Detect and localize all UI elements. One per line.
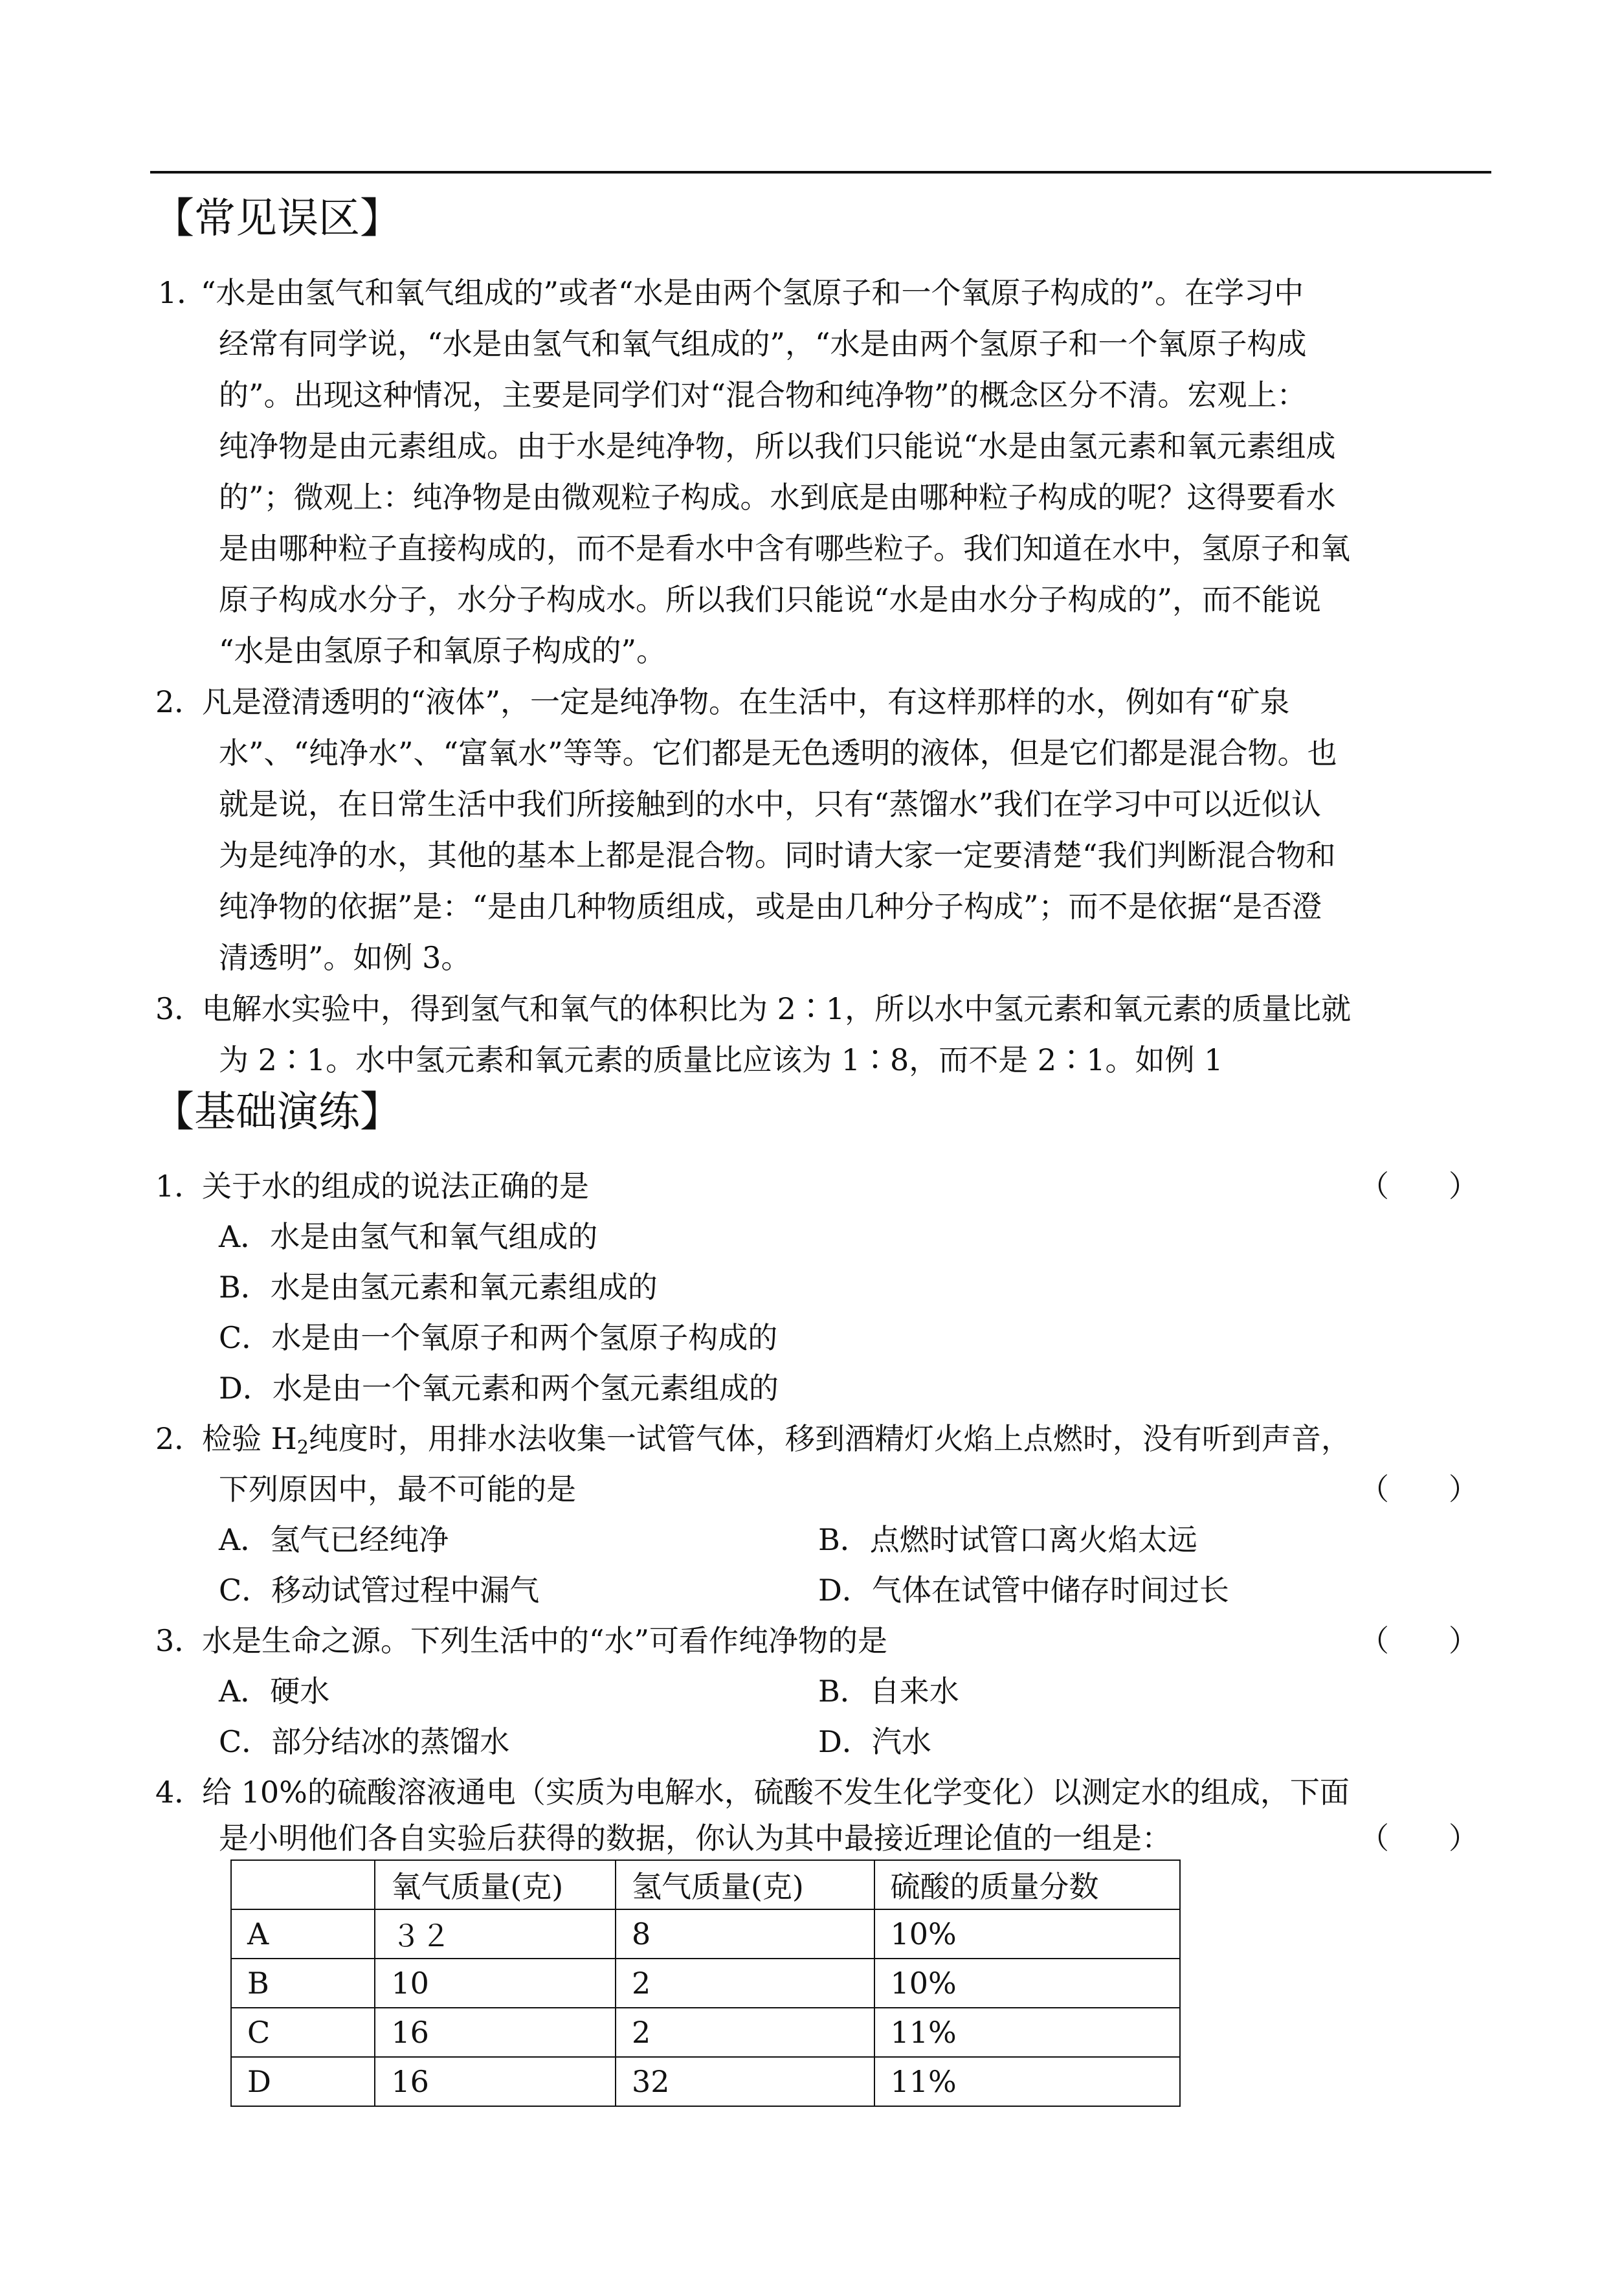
table-cell: 11%: [874, 2008, 1181, 2057]
question-stem: [202, 1421, 1351, 1465]
table-header-row: [231, 1860, 1180, 1909]
section-heading-basic-practice: 【基础演练】: [153, 1088, 401, 1136]
item-line: 清透明”。如例 3。: [219, 940, 471, 975]
table-row: [231, 2008, 1180, 2057]
item-line: 电解水实验中，得到氢气和氧气的体积比为 2∶1，所以水中氢元素和氧元素的质量比就: [202, 991, 1351, 1026]
option-b: B．水是由氢元素和氧元素组成的: [219, 1270, 658, 1305]
question-number: 3．: [155, 1623, 205, 1658]
table-cell: B: [231, 1959, 375, 2008]
item-line: 就是说，在日常生活中我们所接触到的水中，只有“蒸馏水”我们在学习中可以近似认: [219, 787, 1322, 822]
option-b: B．点燃时试管口离火焰太远: [818, 1522, 1197, 1557]
stem-text: 纯度时，用排水法收集一试管气体，移到酒精灯火焰上点燃时，没有听到声音，: [308, 1421, 1351, 1456]
answer-blank: （ ）: [1359, 1472, 1478, 1507]
answer-blank: （ ）: [1359, 1169, 1478, 1204]
stem-text: 检验 H: [202, 1421, 297, 1456]
question-stem-line2: 下列原因中，最不可能的是: [219, 1472, 576, 1507]
question-stem: 关于水的组成的说法正确的是: [202, 1169, 589, 1204]
option-c: C．部分结冰的蒸馏水: [219, 1724, 510, 1759]
table-cell: A: [231, 1909, 375, 1959]
question-number: 2．: [155, 1421, 205, 1456]
item-line: 凡是澄清透明的“液体”，一定是纯净物。在生活中，有这样那样的水，例如有“矿泉: [202, 684, 1290, 719]
table-cell: 2: [616, 2008, 874, 2057]
table-cell: 10: [375, 1959, 616, 2008]
table-cell: 16: [375, 2057, 616, 2106]
item-number: 1．: [158, 275, 207, 310]
item-line: 水”、“纯净水”、“富氧水”等等。它们都是无色透明的液体，但是它们都是混合物。也: [219, 736, 1337, 770]
table-cell: D: [231, 2057, 375, 2106]
question-stem-line2: 是小明他们各自实验后获得的数据，你认为其中最接近理论值的一组是：: [219, 1821, 1172, 1856]
option-c: C．水是由一个氧原子和两个氢原子构成的: [219, 1320, 778, 1355]
table-cell: 11%: [874, 2057, 1181, 2106]
question-stem: 水是生命之源。下列生活中的“水”可看作纯净物的是: [202, 1623, 888, 1658]
item-line: 纯净物的依据”是：“是由几种物质组成，或是由几种分子构成”；而不是依据“是否澄: [219, 889, 1322, 924]
option-d: D．气体在试管中储存时间过长: [818, 1573, 1229, 1608]
item-line: 经常有同学说，“水是由氢气和氧气组成的”，“水是由两个氢原子和一个氧原子构成: [219, 326, 1307, 361]
item-line: 纯净物是由元素组成。由于水是纯净物，所以我们只能说“水是由氢元素和氧元素组成: [219, 429, 1336, 464]
item-line: 原子构成水分子，水分子构成水。所以我们只能说“水是由水分子构成的”，而不能说: [219, 582, 1322, 617]
item-line: “水是由氢原子和氧原子构成的”。: [219, 633, 667, 668]
table-cell: 10%: [874, 1909, 1181, 1959]
option-b: B．自来水: [818, 1674, 959, 1709]
table-cell: 16: [375, 2008, 616, 2057]
option-a: A．水是由氢气和氧气组成的: [219, 1219, 598, 1254]
answer-blank: （ ）: [1359, 1623, 1478, 1658]
item-line: 为 2∶1。水中氢元素和氧元素的质量比应该为 1∶8，而不是 2∶1。如例 1: [219, 1042, 1223, 1077]
option-d: D．汽水: [818, 1724, 931, 1759]
table-row: [231, 1959, 1180, 2008]
option-c: C．移动试管过程中漏气: [219, 1573, 540, 1608]
table-header-cell: 氧气质量(克): [375, 1860, 616, 1909]
item-number: 2．: [155, 684, 205, 719]
table-header-cell: 氢气质量(克): [616, 1860, 874, 1909]
item-line: 的”。出现这种情况，主要是同学们对“混合物和纯净物”的概念区分不清。宏观上：: [219, 377, 1307, 412]
table-cell: 32: [616, 2057, 874, 2106]
table-cell: 10%: [874, 1959, 1181, 2008]
section-heading-common-mistakes: 【常见误区】: [153, 195, 401, 243]
table-cell: ３２: [375, 1909, 616, 1959]
question-number: 4．: [155, 1775, 205, 1810]
item-line: “水是由氢气和氧气组成的”或者“水是由两个氢原子和一个氧原子构成的”。在学习中: [201, 275, 1304, 310]
table-header-cell: 硫酸的质量分数: [874, 1860, 1181, 1909]
option-a: A．硬水: [219, 1674, 330, 1709]
question-stem: 给 10%的硫酸溶液通电（实质为电解水，硫酸不发生化学变化）以测定水的组成，下面: [202, 1775, 1350, 1810]
table-cell: C: [231, 2008, 375, 2057]
option-d: D．水是由一个氧元素和两个氢元素组成的: [219, 1371, 779, 1406]
question-number: 1．: [155, 1169, 205, 1204]
header-rule: [150, 171, 1491, 174]
item-number: 3．: [155, 991, 205, 1026]
answer-blank: （ ）: [1359, 1821, 1478, 1856]
table-cell: 2: [616, 1959, 874, 2008]
table-cell: 8: [616, 1909, 874, 1959]
item-line: 的”；微观上：纯净物是由微观粒子构成。水到底是由哪种粒子构成的呢？这得要看水: [219, 480, 1336, 515]
option-a: A．氢气已经纯净: [219, 1522, 449, 1557]
item-line: 是由哪种粒子直接构成的，而不是看水中含有哪些粒子。我们知道在水中，氢原子和氧: [219, 531, 1350, 566]
data-table: [230, 1859, 1181, 2107]
table-row: [231, 2057, 1180, 2106]
subscript: 2: [296, 1437, 309, 1459]
item-line: 为是纯净的水，其他的基本上都是混合物。同时请大家一定要清楚“我们判断混合物和: [219, 838, 1336, 873]
table-header-cell: [231, 1860, 375, 1909]
table-row: [231, 1909, 1180, 1959]
